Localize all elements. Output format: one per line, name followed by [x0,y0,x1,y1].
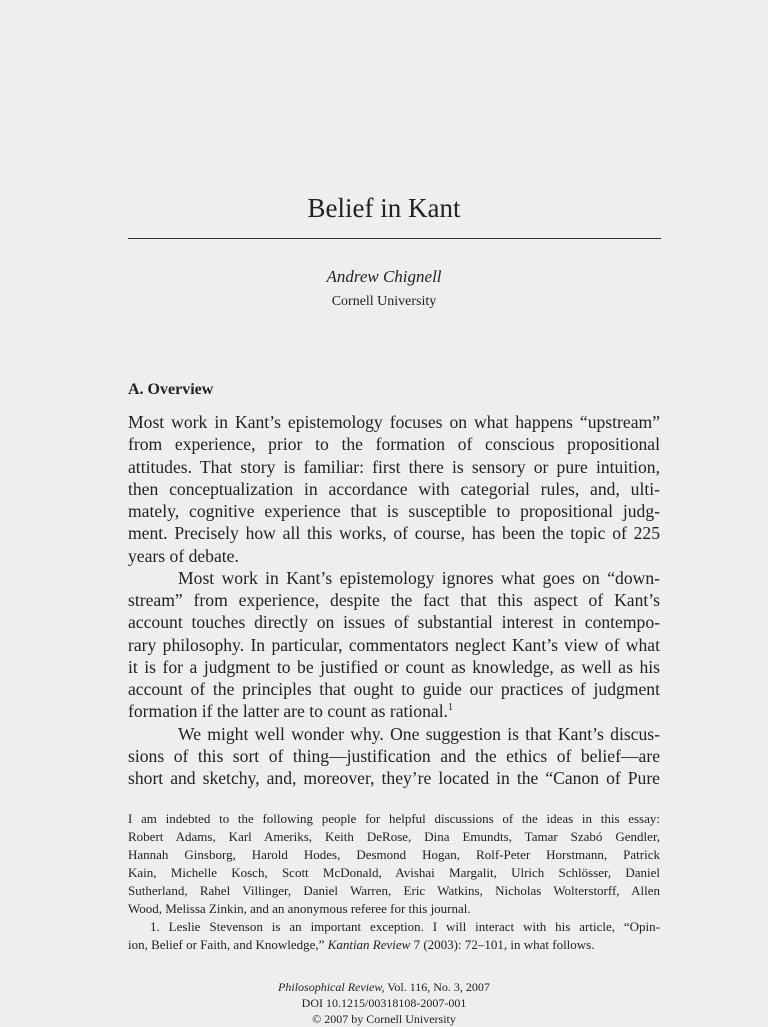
title-rule [128,238,661,239]
body-line: mately, cognitive experience that is susceptible to propositional judg- [128,501,660,521]
paragraph-1 [128,411,660,567]
body-line: Most work in Kant’s epistemology focuses on what happens “upstream” [128,412,660,432]
section-heading: A. Overview [128,381,214,398]
body-line: it is for a judgment to be justified or count as knowledge, as well as his [128,656,660,677]
footnote-line [128,936,660,954]
body-text [128,411,660,789]
body-line: We might well wonder why. One suggestion is that Kant’s discus- [178,723,660,744]
footnote-line: Kain, Michelle Kosch, Scott McDonald, Avishai Margalit, Ulrich Schlösser, Daniel [128,865,660,880]
body-line-with-note [128,700,660,722]
footnote-line: Sutherland, Rahel Villinger, Daniel Warren, Eric Watkins, Nicholas Wolterstorff, Allen [128,883,660,898]
footnote-line: Wood, Melissa Zinkin, and an anonymous referee for this journal. [128,901,471,916]
journal-line [0,979,768,995]
acknowledgment-note [128,810,660,918]
body-line: ment. Precisely how all this works, of course, has been the topic of 225 [128,523,660,544]
body-line: account touches directly on issues of substantial interest in contempo- [128,612,660,633]
footnote-text: ion, Belief or Faith, and Knowledge,” [128,937,328,952]
journal-volume: Vol. 116, No. 3, 2007 [384,980,490,994]
footnote-line: I am indebted to the following people for helpful discussions of the ideas in this essay: [128,811,660,826]
doi[interactable]: DOI 10.1215/00318108-2007-001 [301,996,467,1010]
body-line: from experience, prior to the formation of conscious propositional [128,434,660,455]
footnote-line: 1. Leslie Stevenson is an important exception. I will interact with his article, “Opin- [150,919,660,934]
body-line: stream” from experience, despite the fact that this aspect of Kant’s [128,590,660,610]
publication-footer [0,979,768,1027]
footnote-1 [128,918,660,954]
body-line: then conceptualization in accordance with categorial rules, and, ulti- [128,478,660,499]
copyright: © 2007 by Cornell University [312,1012,456,1026]
footnotes [128,810,660,954]
author-name: Andrew Chignell [326,267,442,286]
author-affiliation: Cornell University [331,294,437,309]
body-line: sions of this sort of thing—justification and the ethics of belief—are [128,745,660,766]
cited-journal-title: Kantian Review [327,937,411,952]
footnote-text: 7 (2003): 72–101, in what follows. [410,937,595,952]
body-line: short and sketchy, and, moreover, they’re located in the “Canon of Pure [128,768,660,788]
body-line: attitudes. That story is familiar: first there is sensory or pure intuition, [128,456,660,477]
body-line-text: formation if the latter are to count as rational. [128,701,448,722]
paragraph-2 [128,567,660,723]
paragraph-3 [128,723,660,790]
journal-name: Philosophical Review, [278,980,385,994]
footnote-marker[interactable]: 1 [448,702,453,714]
footnote-line: Robert Adams, Karl Ameriks, Keith DeRose, Dina Emundts, Tamar Szabó Gendler, [128,829,660,844]
body-line: years of debate. [128,545,239,566]
footnote-line: Hannah Ginsborg, Harold Hodes, Desmond Hogan, Rolf-Peter Horstmann, Patrick [128,847,660,862]
body-line: Most work in Kant’s epistemology ignores what goes on “down- [178,567,660,588]
body-line: rary philosophy. In particular, commentators neglect Kant’s view of what [128,634,660,655]
body-line: account of the principles that ought to guide our practices of judgment [128,679,660,699]
article-title: Belief in Kant [307,193,461,223]
